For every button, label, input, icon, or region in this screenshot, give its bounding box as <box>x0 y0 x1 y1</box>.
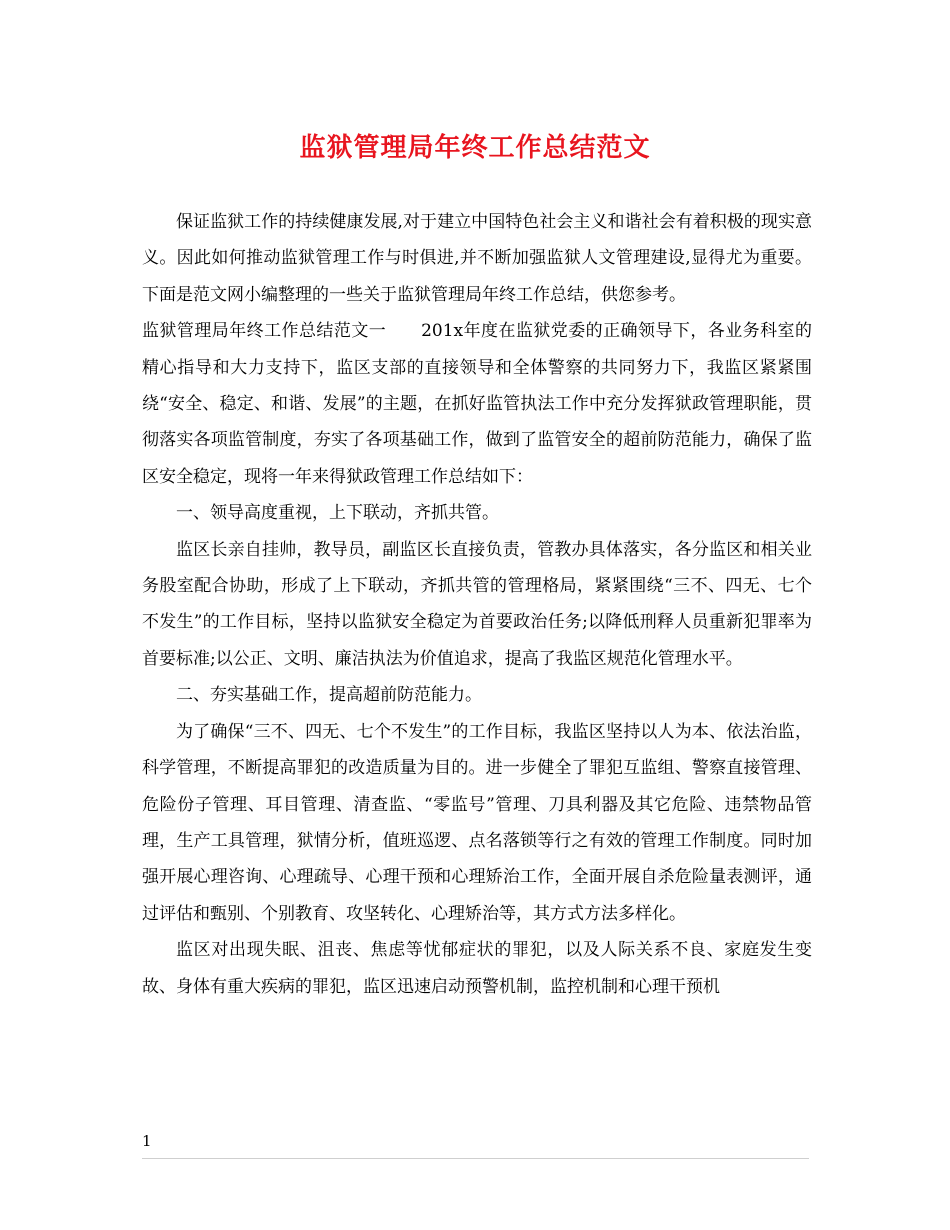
paragraph-psychology: 监区对出现失眠、沮丧、焦虑等忧郁症状的罪犯，以及人际关系不良、家庭发生变故、身体有重大疾病的罪犯，监区迅速启动预警机制，监控机制和心理干预机 <box>142 940 812 997</box>
section-heading-1: 一、领导高度重视，上下联动，齐抓共管。 <box>176 503 499 524</box>
paragraph-sample-one: 监狱管理局年终工作总结范文一 201x年度在监狱党委的正确领导下，各业务科室的精心指导和大力支持下，监区支部的直接领导和全体警察的共同努力下，我监区紧紧围绕“安全、稳定、和谐、发展”的主题，在抓好监管执法工作中充分发挥狱政管理职能，贯彻落实各项监管制度，夯实了各项基础工作，做到了监管安全的超前防范能力，确保了监区安全稳定，现将一年来得狱政管理工作总结如下： <box>142 321 812 487</box>
footer-divider <box>142 1158 809 1159</box>
paragraph-foundation: 为了确保“三不、四无、七个不发生”的工作目标，我监区坚持以人为本、依法治监，科学管理，不断提高罪犯的改造质量为目的。进一步健全了罪犯互监组、警察直接管理、危险份子管理、耳目管理、清查监、“零监号”管理、刀具利器及其它危险、违禁物品管理，生产工具管理，狱情分析，值班巡逻、点名落锁等行之有效的管理工作制度。同时加强开展心理咨询、心理疏导、心理干预和心理矫治工作，全面开展自杀危险量表测评，通过评估和甄别、个别教育、攻坚转化、心理矫治等，其方式方法多样化。 <box>142 721 812 924</box>
paragraph-intro: 保证监狱工作的持续健康发展,对于建立中国特色社会主义和谐社会有着积极的现实意义。因此如何推动监狱管理工作与时俱进,并不断加强监狱人文管理建设,显得尤为重要。下面是范文网小编整理的一些关于监狱管理局年终工作总结，供您参考。 <box>142 212 812 305</box>
section-heading-2: 二、夯实基础工作，提高超前防范能力。 <box>176 685 482 706</box>
paragraph-leadership: 监区长亲自挂帅，教导员，副监区长直接负责，管教办具体落实，各分监区和相关业务股室配合协助，形成了上下联动，齐抓共管的管理格局，紧紧围绕“三不、四无、七个不发生”的工作目标，坚持以监狱安全稳定为首要政治任务;以降低刑释人员重新犯罪率为首要标准;以公正、文明、廉洁执法为价值追求，提高了我监区规范化管理水平。 <box>142 539 812 669</box>
page-number: 1 <box>142 1132 152 1150</box>
document-body <box>142 204 812 1005</box>
document-title: 监狱管理局年终工作总结范文 <box>299 133 651 163</box>
